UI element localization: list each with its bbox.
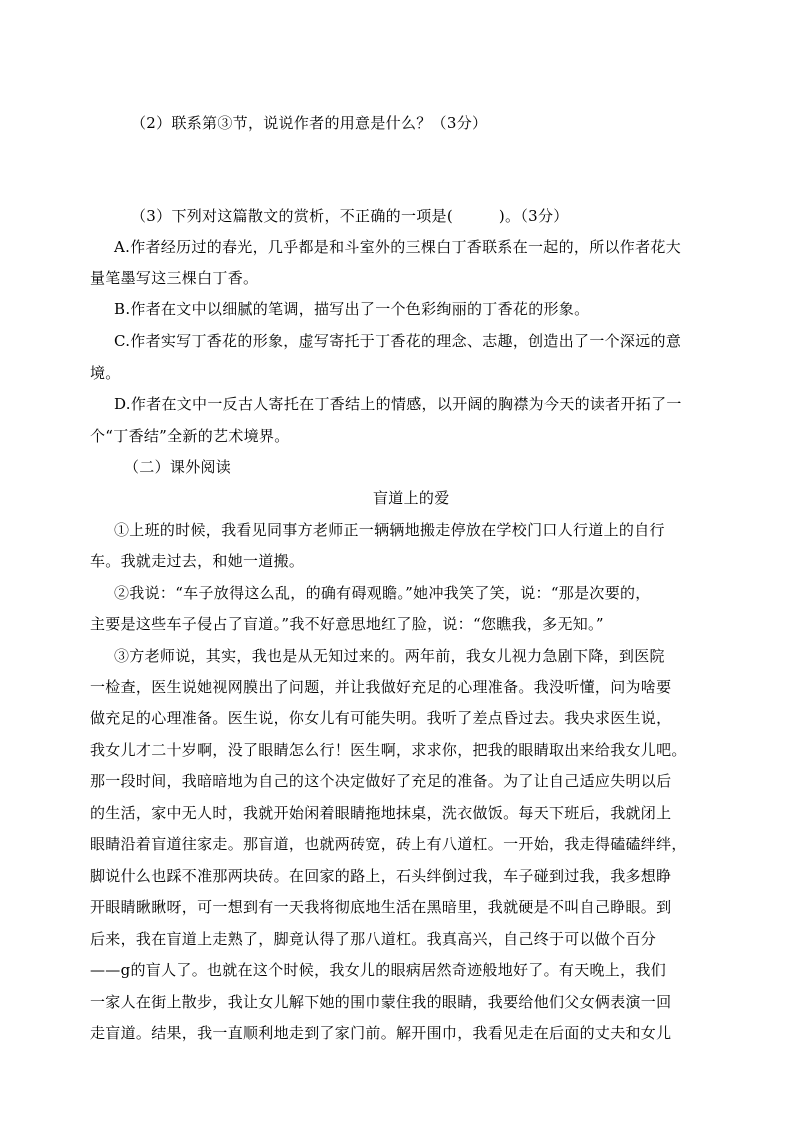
- paragraph-2-line-2: 主要是这些车子侵占了盲道。”我不好意思地红了脸，说：“您瞧我，多无知。”: [90, 615, 604, 633]
- paragraph-3-line: 脚说什么也踩不准那两块砖。在回家的路上，石头绊倒过我，车子碰到过我，我多想睁: [90, 867, 672, 885]
- paragraph-3-line: 眼睛沿着盲道往家走。那盲道，也就两砖宽，砖上有八道杠。一开始，我走得磕磕绊绊，: [90, 835, 687, 853]
- paragraph-3-line: ——g的盲人了。也就在这个时候，我女儿的眼病居然奇迹般地好了。有天晚上，我们: [90, 961, 667, 979]
- section-heading: （二）课外阅读: [124, 458, 232, 476]
- paragraph-1-line-2: 车。我就走过去，和她一道搬。: [90, 552, 305, 570]
- paragraph-3-line: 做充足的心理准备。医生说，你女儿有可能失明。我听了差点昏过去。我央求医生说，: [90, 709, 672, 727]
- paragraph-3-line: 一检查，医生说她视网膜出了问题，并让我做好充足的心理准备。我没听懂，问为啥要: [90, 678, 672, 696]
- paragraph-3-line: 我女儿才二十岁啊，没了眼睛怎么行！医生啊，求求你，把我的眼睛取出来给我女儿吧。: [90, 741, 687, 759]
- paragraph-3-line: 那一段时间，我暗暗地为自己的这个决定做好了充足的准备。为了让自己适应失明以后: [90, 772, 672, 790]
- option-c-line-1: C.作者实写丁香花的形象，虚写寄托于丁香花的理念、志趣，创造出了一个深远的意: [114, 332, 682, 350]
- question-3: （3）下列对这篇散文的赏析，不正确的一项是( )。（3分）: [131, 207, 569, 225]
- paragraph-3-line: ③方老师说，其实，我也是从无知过来的。两年前，我女儿视力急剧下降，到医院: [114, 647, 665, 665]
- option-d-line-1: D.作者在文中一反古人寄托在丁香结上的情感，以开阔的胸襟为今天的读者开拓了一: [114, 395, 682, 413]
- option-c-line-2: 境。: [90, 364, 121, 382]
- option-a-line-1: A.作者经历过的春光，几乎都是和斗室外的三棵白丁香联系在一起的，所以作者花大: [114, 238, 682, 256]
- option-a-line-2: 量笔墨写这三棵白丁香。: [90, 269, 259, 287]
- paragraph-3-line: 开眼睛瞅瞅呀，可一想到有一天我将彻底地生活在黑暗里，我就硬是不叫自己睁眼。到: [90, 898, 672, 916]
- option-b: B.作者在文中以细腻的笔调，描写出了一个色彩绚丽的丁香花的形象。: [114, 300, 590, 318]
- paragraph-1-line-1: ①上班的时候，我看见同事方老师正一辆辆地搬走停放在学校门口人行道上的自行: [114, 521, 665, 539]
- question-2: （2）联系第③节，说说作者的用意是什么？（3分）: [131, 114, 488, 132]
- paragraph-3-line: 后来，我在盲道上走熟了，脚竟认得了那八道杠。我真高兴，自己终于可以做个百分: [90, 930, 657, 948]
- paragraph-3-line: 一家人在街上散步，我让女儿解下她的围巾蒙住我的眼睛，我要给他们父女俩表演一回: [90, 993, 672, 1011]
- paragraph-3-line: 的生活，家中无人时，我就开始闲着眼睛拖地抹桌，洗衣做饭。每天下班后，我就闭上: [90, 804, 672, 822]
- paragraph-3-line: 走盲道。结果，我一直顺利地走到了家门前。解开围巾，我看见走在后面的丈夫和女儿: [90, 1024, 672, 1042]
- paragraph-2-line-1: ②我说：“车子放得这么乱，的确有碍观瞻。”她冲我笑了笑，说：“那是次要的，: [114, 584, 651, 602]
- option-d-line-2: 个“丁香结”全新的艺术境界。: [90, 427, 290, 445]
- passage-title: 盲道上的爱: [373, 489, 450, 507]
